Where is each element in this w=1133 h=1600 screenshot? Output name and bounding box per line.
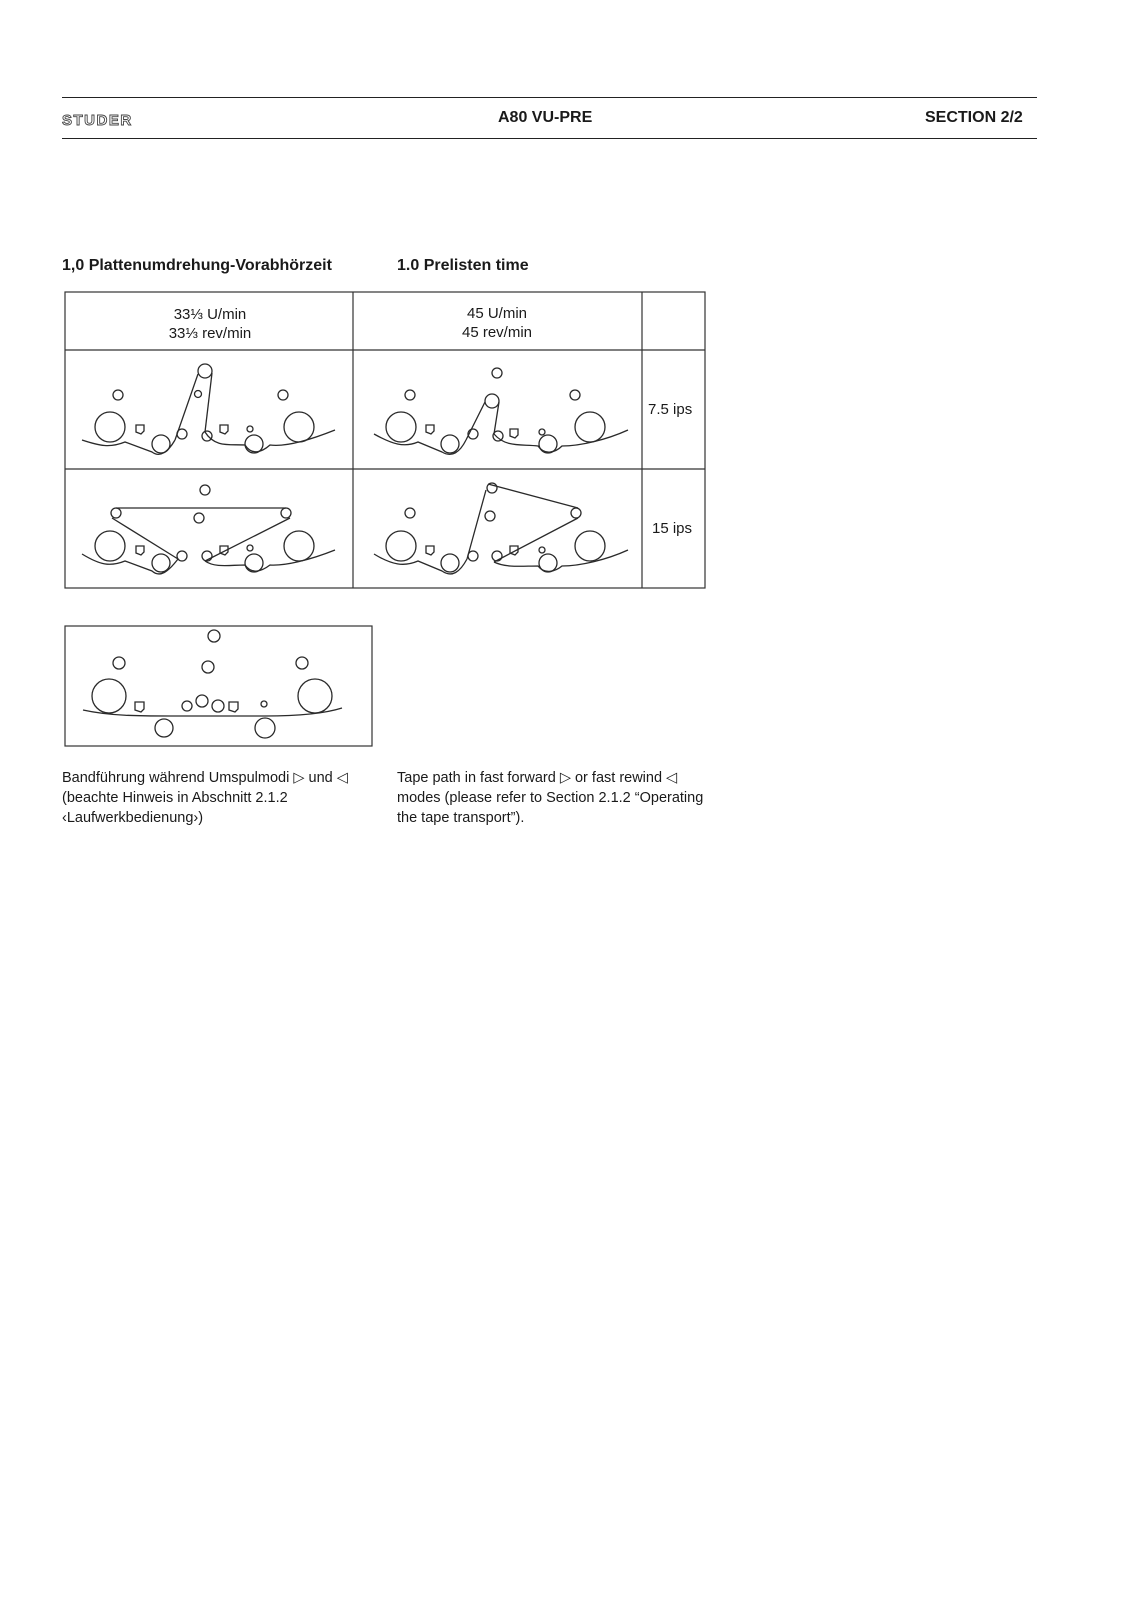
- header-45rpm-german: 45 U/min: [466, 305, 528, 322]
- row-label-7-5ips: 7.5 ips: [648, 401, 693, 418]
- title-german: 1,0 Plattenumdrehung-Vorabhörzeit: [62, 257, 332, 274]
- header-45rpm-english: 45 rev/min: [461, 324, 533, 341]
- title-english: 1.0 Prelisten time: [397, 257, 529, 274]
- caption-german: Bandführung während Umspulmodi ▷ und ◁ (beachte Hinweis in Abschnitt 2.1.2 ‹Laufwerkbedienung›): [62, 770, 348, 826]
- diagram-33rpm-15ips: [82, 485, 335, 574]
- model-title: A80 VU-PRE: [498, 109, 593, 126]
- header-33rpm-english: 33⅓ rev/min: [168, 325, 252, 342]
- row-label-15ips: 15 ips: [652, 520, 693, 537]
- tape-path-diagrams: [0, 0, 1133, 760]
- section-label: SECTION 2/2: [925, 109, 1023, 126]
- header-33rpm: [140, 305, 280, 343]
- diagram-45rpm-15ips: [374, 483, 628, 574]
- studer-logo-text: STUDER: [62, 112, 133, 128]
- header-45rpm: [427, 304, 567, 342]
- diagram-33rpm-7-5ips: [82, 364, 335, 454]
- caption-english: Tape path in fast forward ▷ or fast rewind ◁ modes (please refer to Section 2.1.2 “Operating the tape transport”).: [397, 770, 704, 826]
- header-33rpm-german: 33⅓ U/min: [173, 306, 247, 323]
- diagram-45rpm-7-5ips: [374, 368, 628, 454]
- diagram-fast-wind: [65, 626, 372, 746]
